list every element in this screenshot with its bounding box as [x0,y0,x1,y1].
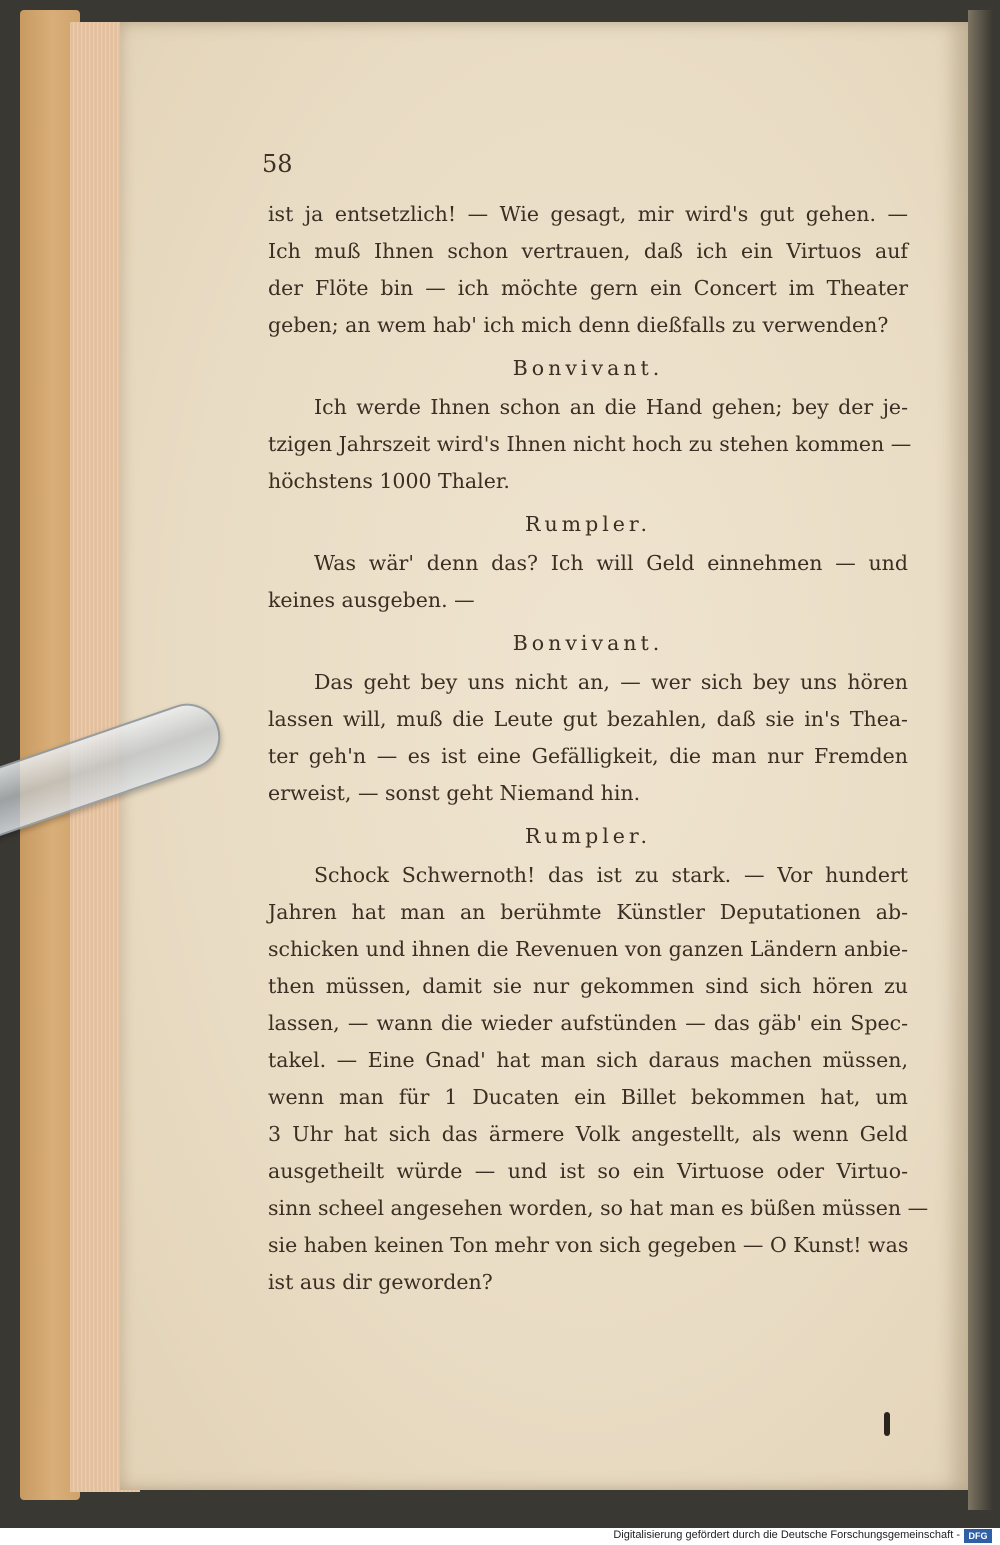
text-line: keines ausgeben. — [268,588,475,612]
speaker-name: Bonvivant. [512,356,664,380]
text-line: ist ja entsetzlich! — Wie gesagt, mir wird's gut gehen. — [268,202,908,226]
text-line: Ich muß Ihnen schon vertrauen, daß ich ein Virtuos auf [268,239,908,263]
text-line: Das geht bey uns nicht an, — wer sich bey uns hören [314,670,908,694]
text-line: Jahren hat man an berühmte Künstler Deputationen ab- [268,900,908,924]
speaker-name: Bonvivant. [512,631,664,655]
text-line: ausgetheilt würde — und ist so ein Virtuose oder Virtuo- [268,1159,908,1183]
text-line: sinn scheel angesehen worden, so hat man es büßen müssen — [268,1196,929,1220]
text-line: ter geh'n — es ist eine Gefälligkeit, die man nur Fremden [268,744,908,768]
text-line: höchstens 1000 Thaler. [268,469,510,493]
text-line: der Flöte bin — ich möchte gern ein Concert im Theater [268,276,908,300]
text-line: Ich werde Ihnen schon an die Hand gehen; bey der je- [314,395,908,419]
text-line: sie haben keinen Ton mehr von sich gegeben — O Kunst! was [268,1233,909,1257]
text-line: Schock Schwernoth! das ist zu stark. — Vor hundert [314,863,908,887]
text-line: wenn man für 1 Ducaten ein Billet bekommen hat, um [268,1085,908,1109]
text-line: 3 Uhr hat sich das ärmere Volk angestellt, als wenn Geld [268,1122,908,1146]
text-line: geben; an wem hab' ich mich denn dießfalls zu verwenden? [268,313,889,337]
dfg-logo-icon: DFG [964,1529,992,1543]
text-line: schicken und ihnen die Revenuen von ganzen Ländern anbie- [268,937,908,961]
speaker-name: Rumpler. [525,824,651,848]
book-gutter [968,10,992,1510]
footer-credit: Digitalisierung gefördert durch die Deutsche Forschungsgemeinschaft - [613,1529,960,1541]
text-line: tzigen Jahrszeit wird's Ihnen nicht hoch zu stehen kommen — [268,432,912,456]
footer-bar [0,1528,1000,1545]
text-line: lassen will, muß die Leute gut bezahlen, daß sie in's Thea- [268,707,908,731]
speaker-name: Rumpler. [525,512,651,536]
ink-mark [884,1412,890,1436]
text-line: Was wär' denn das? Ich will Geld einnehmen — und [314,551,908,575]
page-number: 58 [262,150,293,178]
text-line: erweist, — sonst geht Niemand hin. [268,781,641,805]
text-line: then müssen, damit sie nur gekommen sind sich hören zu [268,974,908,998]
text-line: lassen, — wann die wieder aufstünden — das gäb' ein Spec- [268,1011,908,1035]
page-text [268,196,929,1301]
text-line: takel. — Eine Gnad' hat man sich daraus machen müssen, [268,1048,908,1072]
text-line: ist aus dir geworden? [268,1270,493,1294]
